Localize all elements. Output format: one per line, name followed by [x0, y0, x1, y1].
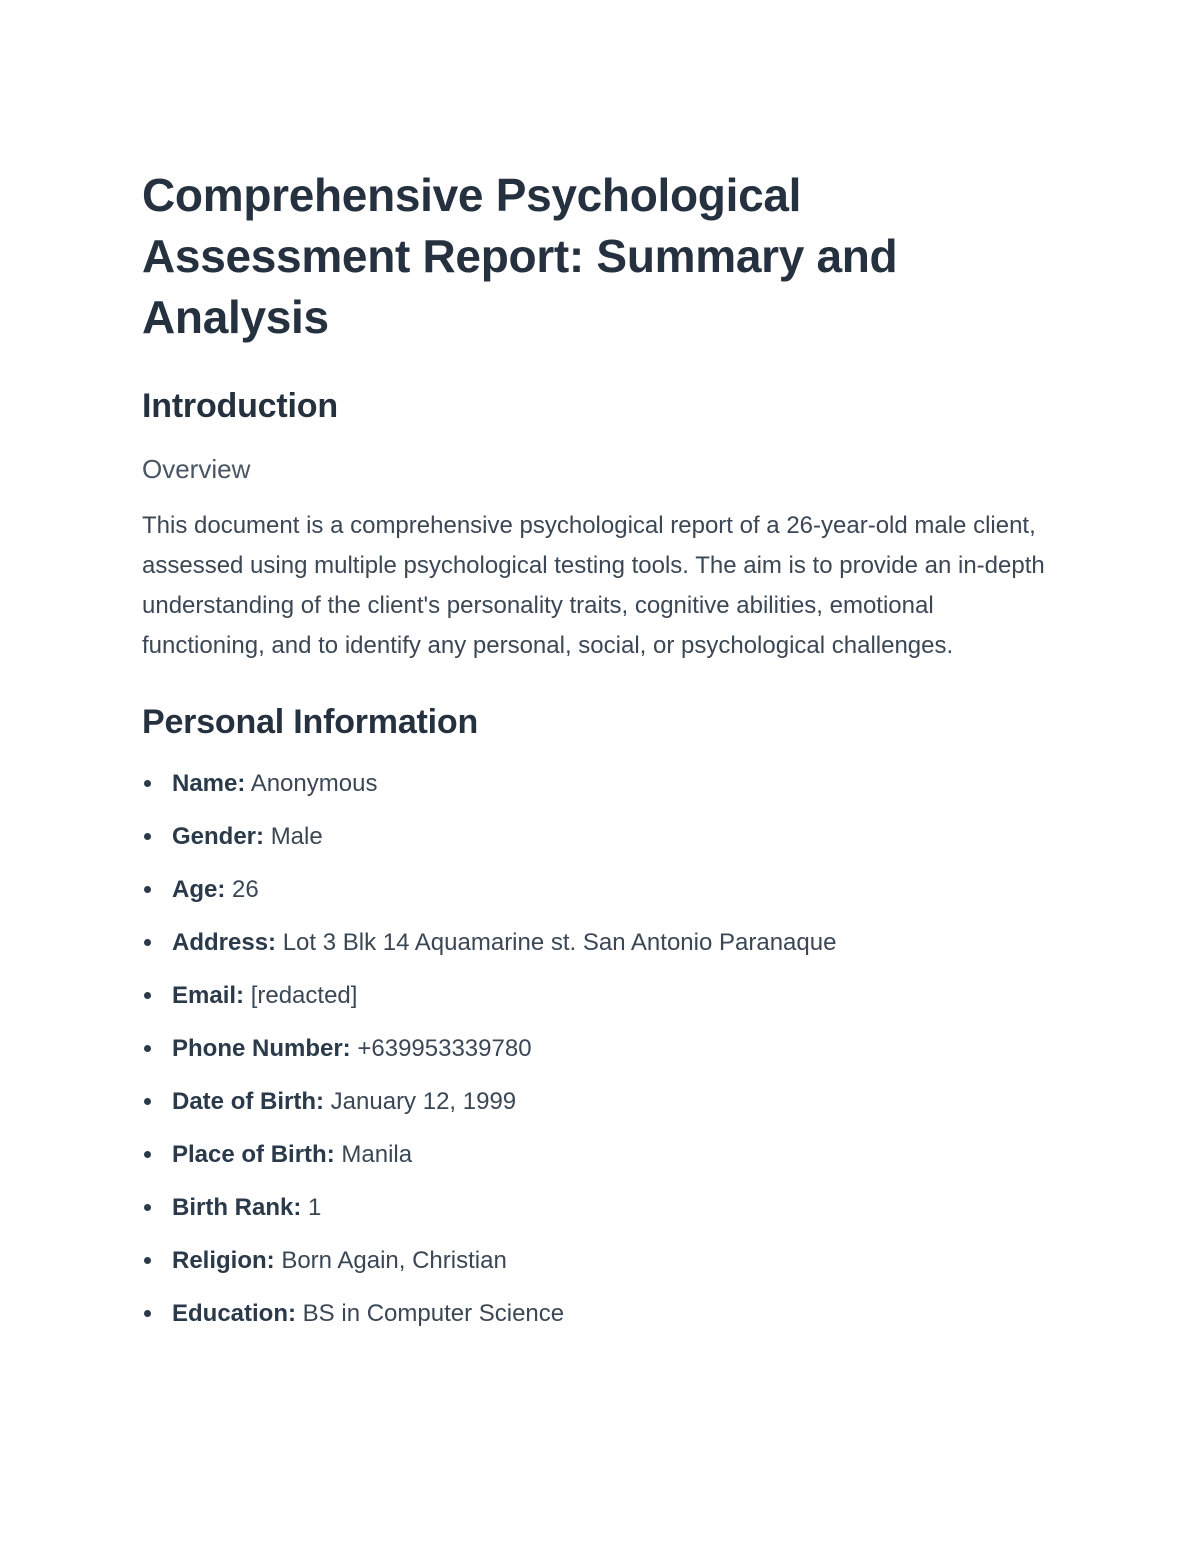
document-title: Comprehensive Psychological Assessment Report: Summary and Analysis	[142, 169, 898, 343]
item-value: 26	[232, 876, 259, 903]
item-label: Name:	[172, 770, 246, 797]
bullet-icon	[144, 1257, 151, 1264]
list-item-gender	[142, 819, 1062, 854]
list-item-date-of-birth	[142, 1084, 1062, 1119]
list-item-email	[142, 978, 1062, 1013]
bullet-icon	[144, 939, 151, 946]
list-item-religion	[142, 1243, 1062, 1278]
bullet-icon	[144, 1045, 151, 1052]
item-value: Born Again, Christian	[281, 1247, 507, 1274]
bullet-icon	[144, 1204, 151, 1211]
personal-information-heading: Personal Information	[142, 703, 479, 741]
bullet-icon	[144, 1151, 151, 1158]
item-value: Anonymous	[250, 770, 378, 797]
item-label: Date of Birth:	[172, 1088, 324, 1115]
list-item-education	[142, 1296, 1062, 1331]
item-label: Address:	[172, 929, 277, 956]
item-label: Birth Rank:	[172, 1194, 302, 1221]
list-item-address	[142, 925, 1062, 960]
item-label: Gender:	[172, 823, 265, 850]
item-label: Education:	[172, 1300, 296, 1327]
item-label: Age:	[172, 876, 226, 903]
introduction-heading: Introduction	[142, 387, 338, 425]
item-label: Religion:	[172, 1247, 275, 1274]
item-value: BS in Computer Science	[302, 1300, 565, 1327]
bullet-icon	[144, 1310, 151, 1317]
bullet-icon	[144, 992, 151, 999]
item-value: +639953339780	[357, 1035, 532, 1062]
list-item-birth-rank	[142, 1190, 1062, 1225]
bullet-icon	[144, 1098, 151, 1105]
bullet-icon	[144, 833, 151, 840]
overview-paragraph: This document is a comprehensive psychological report of a 26-year-old male client, assessed using multiple psychological testing tools. The aim is to provide an in-depth understanding of the client's personality traits, cognitive abilities, emotional functioning, and to identify any personal, social, or psychological challenges.	[142, 512, 1045, 659]
item-label: Phone Number:	[172, 1035, 351, 1062]
document-page	[142, 165, 1062, 1349]
item-value: Manila	[341, 1141, 413, 1168]
list-item-phone-number	[142, 1031, 1062, 1066]
item-label: Email:	[172, 982, 245, 1009]
list-item-name	[142, 766, 1062, 801]
overview-subheading: Overview	[142, 454, 251, 484]
item-value: [redacted]	[250, 982, 358, 1009]
personal-information-list	[142, 766, 1062, 1331]
item-value: 1	[308, 1194, 322, 1221]
bullet-icon	[144, 780, 151, 787]
item-value: January 12, 1999	[330, 1088, 517, 1115]
item-value: Male	[270, 823, 323, 850]
list-item-place-of-birth	[142, 1137, 1062, 1172]
item-label: Place of Birth:	[172, 1141, 335, 1168]
list-item-age	[142, 872, 1062, 907]
bullet-icon	[144, 886, 151, 893]
item-value: Lot 3 Blk 14 Aquamarine st. San Antonio Paranaque	[282, 929, 837, 956]
